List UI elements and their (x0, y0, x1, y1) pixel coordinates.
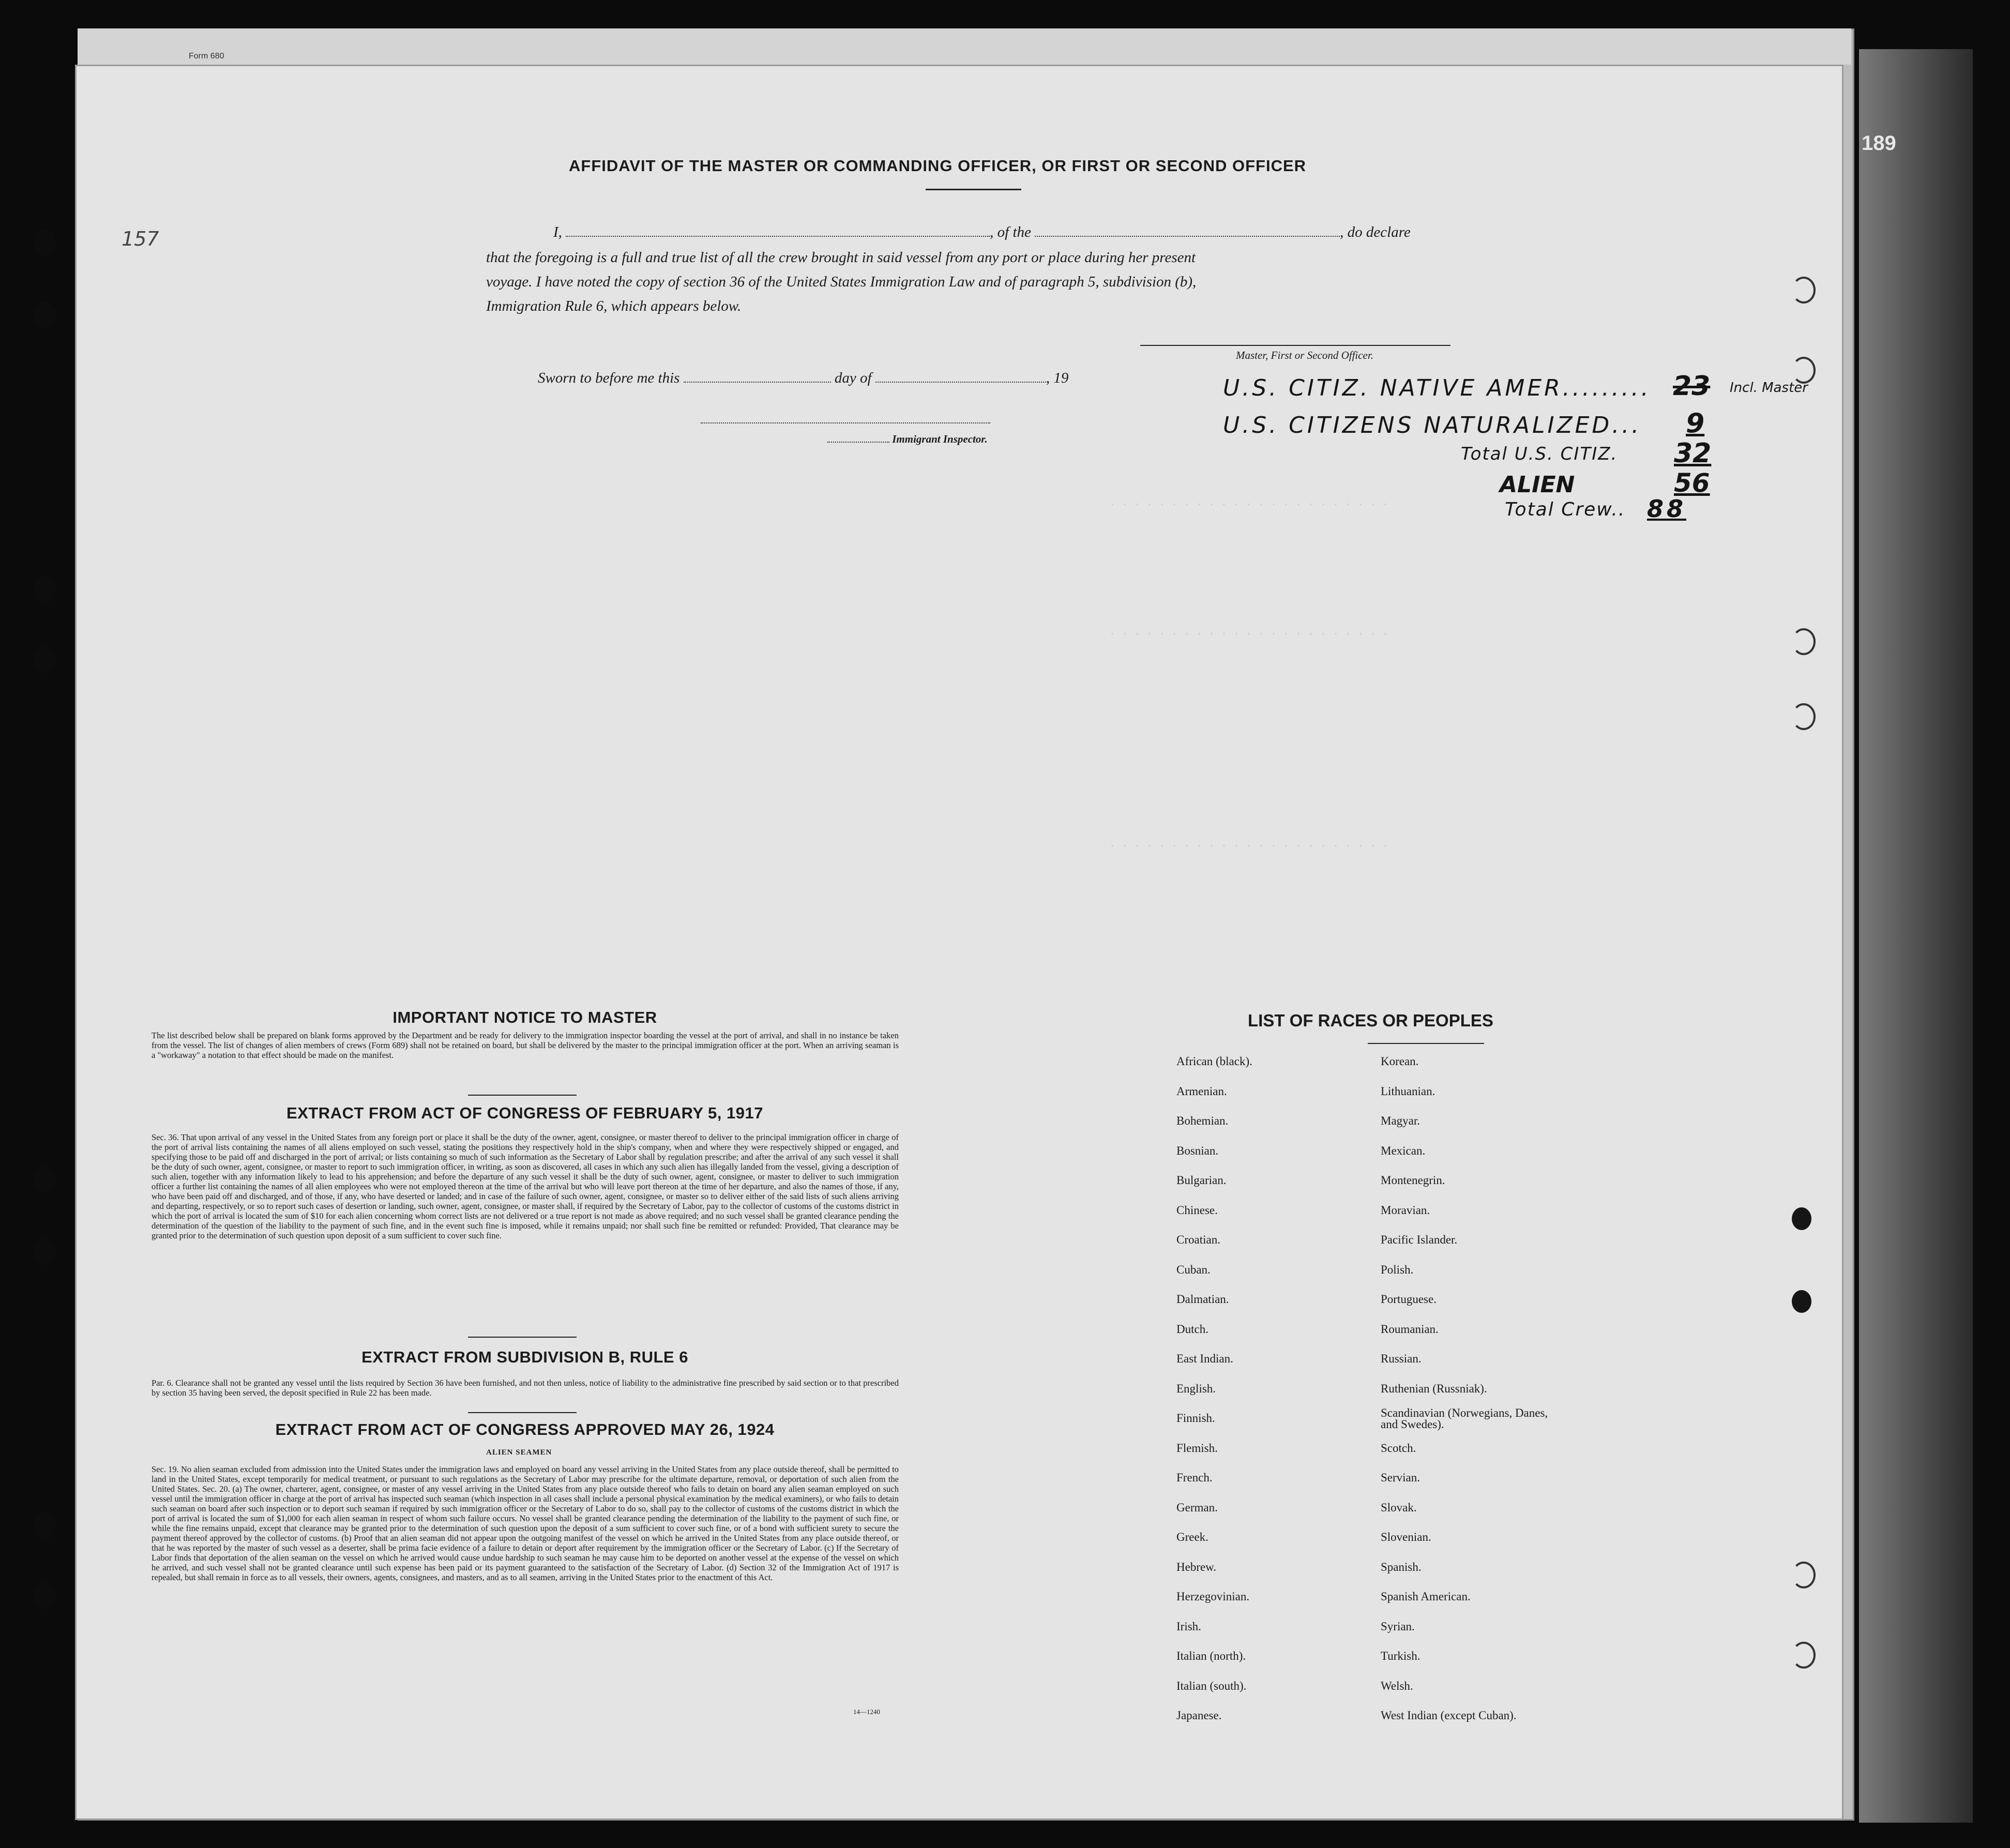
race-item: Scotch. (1381, 1441, 1416, 1455)
race-item: Dutch. (1176, 1322, 1208, 1336)
sworn-day-of: day of (834, 370, 872, 386)
extract-1924-title: EXTRACT FROM ACT OF CONGRESS APPROVED MAY 26, 1924 (275, 1420, 775, 1438)
race-item: Cuban. (1176, 1263, 1211, 1276)
inspector-label-text: Immigrant Inspector. (892, 433, 988, 445)
race-item: Japanese. (1176, 1709, 1222, 1722)
inspector-signature-line[interactable] (701, 421, 990, 423)
sworn-year: , 19 (1046, 370, 1069, 386)
vessel-field[interactable] (1035, 225, 1340, 237)
race-item: Bulgarian. (1176, 1174, 1227, 1187)
binder-hole (34, 577, 56, 603)
race-item: Lithuanian. (1381, 1084, 1435, 1098)
extract-1924-subtitle: ALIEN SEAMEN (486, 1448, 552, 1457)
affidavit-line-4: Immigration Rule 6, which appears below. (486, 298, 742, 314)
race-item: Hebrew. (1176, 1560, 1217, 1573)
race-item: Welsh. (1381, 1679, 1413, 1692)
race-item: Syrian. (1381, 1619, 1415, 1633)
race-item: Bohemian. (1176, 1114, 1229, 1127)
bleed-through-text: · · · · · · · · · · · · · · · · · · · · · · · (1109, 628, 1389, 640)
race-item: Mexican. (1381, 1144, 1426, 1157)
race-item: Chinese. (1176, 1203, 1218, 1217)
race-item: Herzegovinian. (1176, 1590, 1250, 1603)
binder-hole (1792, 1207, 1811, 1230)
page-margin (1859, 49, 1973, 1823)
binder-hole (1792, 1562, 1816, 1588)
race-item: East Indian. (1176, 1352, 1233, 1365)
handwritten-alien-count: 56 (1674, 468, 1710, 498)
handwritten-incl-master: Incl. Master (1730, 380, 1808, 396)
races-title: LIST OF RACES OR PEOPLES (1248, 1011, 1493, 1030)
subdivision-body: Par. 6. Clearance shall not be granted any vessel until the lists required by Section 36 have been furnished, and not then unless, notice of liability to the administrative fine prescribed by said section or to that prescribed by section 35 having been served, the deposit specified in Rule 22 has been made. (152, 1378, 899, 1398)
form-number: Form 680 (189, 52, 224, 60)
affidavit-of-the-label: , of the (990, 224, 1031, 240)
race-item: Korean. (1381, 1055, 1419, 1068)
handwritten-total-citizens-count: 32 (1674, 438, 1712, 469)
race-item: Italian (south). (1176, 1679, 1247, 1692)
master-label: Master, First or Second Officer. (1236, 349, 1373, 361)
race-item: English. (1176, 1382, 1216, 1395)
document-page (75, 65, 1843, 1820)
handwritten-total-crew-count: 88 (1647, 495, 1687, 523)
binder-hole (34, 229, 56, 256)
race-item: Dalmatian. (1176, 1293, 1229, 1306)
race-item: Slovenian. (1381, 1531, 1431, 1543)
race-item: Finnish. (1176, 1412, 1215, 1425)
subdivision-title: EXTRACT FROM SUBDIVISION B, RULE 6 (361, 1348, 688, 1366)
extract-1917-title: EXTRACT FROM ACT OF CONGRESS OF FEBRUARY 5, 1917 (286, 1104, 763, 1122)
race-item: Spanish American. (1381, 1590, 1471, 1603)
sworn-line (538, 370, 1068, 387)
race-item: Ruthenian (Russniak). (1381, 1382, 1487, 1395)
divider (926, 189, 1021, 190)
race-item: Croatian. (1176, 1233, 1220, 1246)
bleed-through-text: · · · · · · · · · · · · · · · · · · · · · · · (1109, 499, 1389, 511)
race-item: Magyar. (1381, 1114, 1420, 1127)
race-item: Russian. (1381, 1352, 1422, 1365)
name-field[interactable] (566, 225, 990, 237)
affidavit-i-label: I, (553, 224, 562, 240)
race-item: Bosnian. (1176, 1144, 1219, 1157)
race-item: African (black). (1176, 1055, 1252, 1068)
underlying-sheet-edge (78, 28, 1851, 65)
print-code: 14—1240 (853, 1708, 880, 1716)
extract-1917-body: Sec. 36. That upon arrival of any vessel in the United States from any foreign port or place it shall be the duty of the owner, agent, consignee, or master thereof to deliver to the principal immigration officer in charge of the port of arrival lists containing the names of all aliens employed on such vessel, stating the positions they respectively hold in the ship's company, when and where they were respectively shipped or engaged, and specifying those to be paid off and discharged in the port of arrival; or lists containing so much of such information as the Secretary of Labor shall by regulation prescribe; and after the arrival of any such vessel it shall be the duty of such owner, agent, consignee, or master to report to such immigration officer, in writing, as soon as discovered, all cases in which any such alien has illegally landed from the vessel, giving a description of such alien, together with any information likely to lead to his apprehension; and before the departure of any such vessel it shall be the duty of such owner, agent, consignee, or master to deliver to such immigration officer a further list containing the names of all alien employees who were not employed thereon at the time of the arrival but who will leave port thereon at the time of her departure, and also the names of those, if any, who have been paid off and discharged, and of those, if any, who have deserted or landed; and in case of the failure of such owner, agent, consignee, or master so to deliver either of the said lists of such aliens arriving and departing, respectively, or so to report such cases of desertion or landing, such owner, agent, consignee, or master shall, if required by the Secretary of Labor, pay to the collector of customs of the customs district in which the port of arrival is located the sum of $10 for each alien concerning whom correct lists are not delivered or a true report is not made as above required; and no such vessel shall be granted clearance pending the determination of the question of the liability to the payment of such fine, and in the event such fine is imposed, while it remains unpaid; nor shall such fine be remitted or refunded: Provided, That clearance may be granted prior to the determination of such question upon deposit of a sum sufficient to cover such fine. (152, 1132, 899, 1240)
sworn-month-field[interactable] (875, 371, 1046, 383)
race-item: Flemish. (1176, 1441, 1218, 1455)
bleed-through-text: · · · · · · · · · · · · · · · · · · · · · · · (1109, 840, 1389, 852)
race-item: Irish. (1176, 1619, 1201, 1633)
race-item: Portuguese. (1381, 1293, 1437, 1306)
binder-hole (1792, 703, 1816, 730)
sworn-prefix: Sworn to before me this (538, 370, 680, 386)
race-item: West Indian (except Cuban). (1381, 1709, 1517, 1722)
divider (1368, 1043, 1484, 1044)
race-item: Italian (north). (1176, 1649, 1246, 1662)
race-item: Turkish. (1381, 1649, 1420, 1662)
handwritten-naturalized-count: 9 (1686, 408, 1705, 439)
binder-hole (1792, 1642, 1816, 1669)
race-item: Slovak. (1381, 1501, 1417, 1514)
inspector-dots (827, 436, 889, 443)
affidavit-declare-label: , do declare (1340, 224, 1411, 240)
divider (468, 1412, 577, 1413)
divider (468, 1337, 577, 1338)
handwritten-native-citizens: U.S. CITIZ. NATIVE AMER......... (1223, 375, 1651, 401)
race-item: Polish. (1381, 1263, 1414, 1276)
affidavit-line-3: voyage. I have noted the copy of section 36 of the United States Immigration Law and of paragraph 5, subdivision (b), (486, 274, 1197, 290)
handwritten-total-crew: Total Crew.. (1505, 499, 1626, 520)
race-item: Scandinavian (Norwegians, Danes, and Swedes). (1381, 1406, 1548, 1431)
sworn-day-field[interactable] (684, 371, 831, 383)
binder-hole (1792, 277, 1816, 304)
inspector-label (827, 433, 988, 446)
handwritten-native-count: 23 (1673, 371, 1711, 402)
handwritten-total-citizens: Total U.S. CITIZ. (1461, 444, 1618, 464)
notice-body: The list described below shall be prepared on blank forms approved by the Department and be ready for delivery to the immigration inspector boarding the vessel at the port of arrival, and shall in no instance be taken from the vessel. The list of changes of alien members of crews (Form 689) shall not be retained on board, but shall be delivered by the master to the principal immigration officer at the port. When an arriving seaman is a "workaway" a notation to that effect should be made on the manifest. (152, 1031, 899, 1060)
binder-hole (34, 646, 56, 673)
race-item: French. (1176, 1471, 1213, 1484)
affidavit-line-2: that the foregoing is a full and true list of all the crew brought in said vessel from any port or place during her present (486, 249, 1196, 266)
handwritten-naturalized: U.S. CITIZENS NATURALIZED... (1223, 412, 1642, 438)
race-item: Armenian. (1176, 1084, 1227, 1098)
page-number: 189 (1862, 132, 1896, 155)
race-item: Greek. (1176, 1531, 1208, 1543)
race-item: Roumanian. (1381, 1322, 1439, 1336)
binder-hole (34, 301, 56, 328)
binder-hole (1792, 628, 1816, 655)
extract-1924-body: Sec. 19. No alien seaman excluded from admission into the United States under the immigration laws and employed on board any vessel arriving in the United States from any place outside thereof, shall be permitted to land in the United States, except temporarily for medical treatment, or pursuant to such regulations as the Secretary of Labor may prescribe for the ultimate departure, removal, or deportation of such alien from the United States. Sec. 20. (a) The owner, charterer, agent, consignee, or master of any vessel arriving in the United States from any place outside thereof who fails to detain on board any alien seaman employed on such vessel until the immigration officer in charge at the port of arrival has inspected such seaman (which inspection in all cases shall include a personal physical examination by the medical examiners), or who fails to detain such seaman on board after such inspection or to deport such seaman if required by such immigration officer or the Secretary of Labor to do so, shall pay to the collector of customs of the customs district in which the port of arrival is located the sum of $1,000 for each alien seaman in respect of whom such failure occurs. No vessel shall be granted clearance pending the determination of the liability to the payment of such fine, or while the fine remains unpaid, except that clearance may be granted prior to the determination of such question upon the deposit of a sum sufficient to cover such fine, or of a bond with sufficient surety to secure the payment thereof approved by the collector of customs. (b) Proof that an alien seaman did not appear upon the outgoing manifest of the vessel on which he arrived in the United States from any place outside thereof, or that he was reported by the master of such vessel as a deserter, shall be prima facie evidence of a failure to detain or deport after requirement by the immigration officer or the Secretary of Labor. (c) If the Secretary of Labor finds that deportation of the alien seaman on the vessel on which he arrived would cause undue hardship to such seaman he may cause him to be deported on another vessel at the expense of the vessel on which he arrived, and such vessel shall not be granted clearance until such expense has been paid or its payment guaranteed to the satisfaction of the Secretary of Labor. (d) Section 32 of the Immigration Act of 1917 is repealed, but shall remain in force as to all vessels, their owners, agents, consignees, and masters, and as to all seamen, arriving in the United States prior to the enactment of this Act. (152, 1464, 899, 1582)
race-item: German. (1176, 1501, 1218, 1514)
binder-hole (34, 1582, 56, 1609)
binder-hole (1792, 1290, 1811, 1313)
handwritten-alien: ALIEN (1500, 472, 1575, 498)
divider (468, 1095, 577, 1096)
race-item: Pacific Islander. (1381, 1233, 1458, 1246)
race-item: Spanish. (1381, 1560, 1422, 1573)
binder-hole (34, 1166, 56, 1193)
handwritten-margin-number: 157 (122, 228, 159, 250)
notice-title: IMPORTANT NOTICE TO MASTER (392, 1008, 657, 1026)
binder-hole (34, 1238, 56, 1265)
race-item: Servian. (1381, 1471, 1420, 1484)
affidavit-line-1 (553, 224, 1411, 241)
binder-hole (34, 1512, 56, 1539)
race-item: Moravian. (1381, 1203, 1430, 1217)
master-signature-line[interactable] (1140, 345, 1450, 346)
affidavit-title: AFFIDAVIT OF THE MASTER OR COMMANDING OFFICER, OR FIRST OR SECOND OFFICER (569, 157, 1307, 175)
race-item: Montenegrin. (1381, 1174, 1445, 1187)
